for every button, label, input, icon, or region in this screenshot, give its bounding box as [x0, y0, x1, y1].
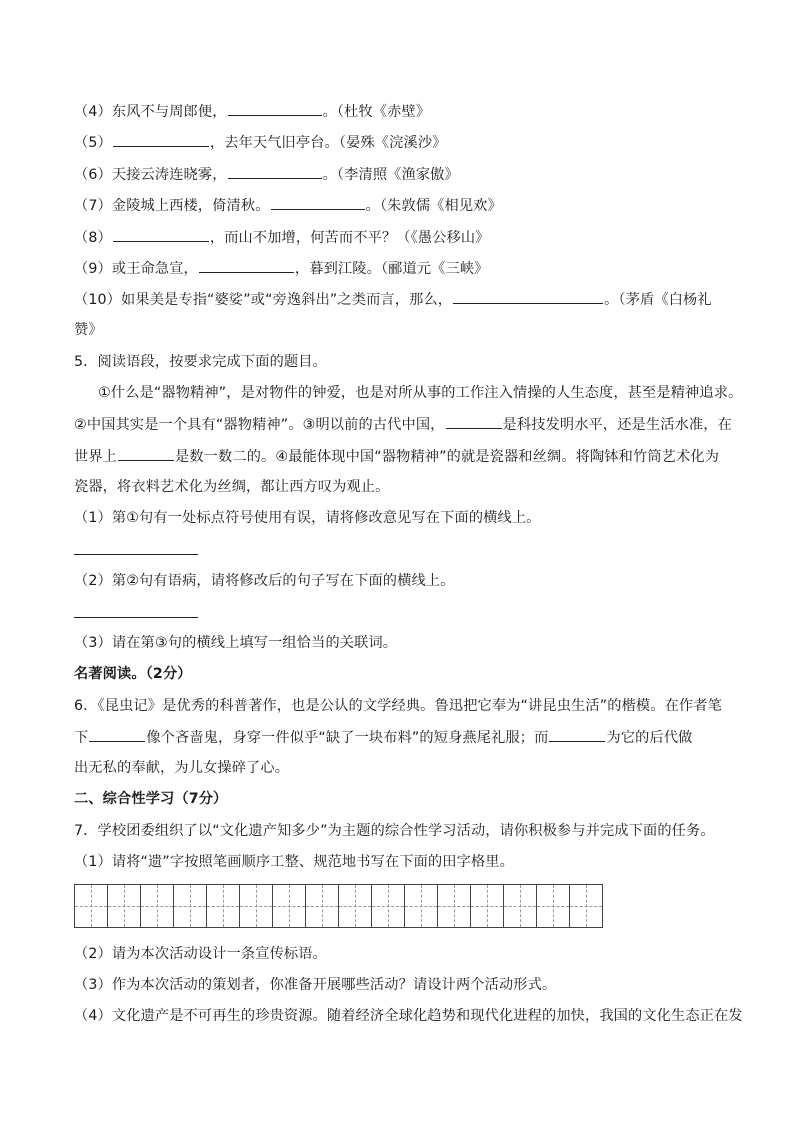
grid-cell[interactable]	[338, 884, 372, 928]
grid-cell[interactable]	[371, 884, 405, 928]
question-4-8	[74, 227, 734, 248]
question-6: 6．《昆虫记》是优秀的科普著作，也是公认的文学经典。鲁迅把它奉为“讲昆虫生活”的楷模。在作者笔	[74, 698, 722, 714]
question-4-10-cont	[74, 320, 734, 340]
text: ，去年天气旧亭台。（晏殊《浣溪沙》	[209, 135, 447, 151]
grid-cell[interactable]	[107, 884, 141, 928]
question-7-2: （2）请为本次活动设计一条宣传标语。	[74, 946, 327, 962]
answer-blank[interactable]	[113, 132, 209, 147]
answer-blank[interactable]	[446, 414, 502, 429]
grid-cell[interactable]	[536, 884, 570, 928]
answer-blank[interactable]	[113, 227, 209, 242]
question-4-5	[74, 132, 734, 153]
question-7-4: （4）文化遗产是不可再生的珍贵资源。随着经济全球化趋势和现代化进程的加快，我国的文化生态正在发	[74, 1008, 743, 1024]
grid-cell[interactable]	[239, 884, 273, 928]
grid-cell[interactable]	[503, 884, 537, 928]
question-6-line2	[74, 727, 734, 748]
text: （8）	[74, 230, 112, 246]
answer-blank[interactable]	[228, 164, 322, 179]
grid-cell[interactable]	[272, 884, 306, 928]
grid-cell[interactable]	[305, 884, 339, 928]
question-4-10	[74, 289, 734, 310]
answer-blank[interactable]	[228, 101, 322, 116]
question-6-line3: 出无私的奉献，为儿女操碎了心。	[74, 760, 290, 776]
passage-line: 瓷器，将衣料艺术化为丝绸，都让西方叹为观止。	[74, 479, 390, 495]
passage-line	[74, 414, 734, 435]
question-4-6	[74, 164, 734, 185]
text: （9）或王命急宣，	[74, 261, 198, 277]
grid-cell[interactable]	[140, 884, 174, 928]
passage-line: ①什么是“器物精神”，是对物件的钟爱，也是对所从事的工作注入情操的人生态度，甚至是精神追求。	[98, 385, 743, 401]
answer-line[interactable]	[74, 554, 198, 555]
text: ②中国其实是一个具有“器物精神”。③明以前的古代中国，	[74, 417, 445, 433]
question-5-2: （2）第②句有语病，请将修改后的句子写在下面的横线上。	[74, 573, 455, 589]
text: （4）东风不与周郎便，	[74, 104, 227, 120]
grid-cell[interactable]	[206, 884, 240, 928]
text: 。（杜牧《赤壁》	[322, 104, 431, 120]
question-5-3: （3）请在第③句的横线上填写一组恰当的关联词。	[74, 635, 398, 651]
question-7-1: （1）请将“遗”字按照笔画顺序工整、规范地书写在下面的田字格里。	[74, 854, 514, 870]
answer-blank[interactable]	[549, 727, 605, 742]
question-5-title: 5．阅读语段，按要求完成下面的题目。	[74, 354, 327, 370]
question-4-4	[74, 101, 734, 122]
text: ，而山不加增，何苦而不平？（《愚公移山》	[209, 230, 490, 246]
grid-cell[interactable]	[470, 884, 504, 928]
text: （10）如果美是专指“婆娑”或“旁逸斜出”之类而言，那么，	[74, 292, 453, 308]
tianzige-grid[interactable]	[74, 884, 602, 928]
answer-blank[interactable]	[199, 258, 294, 273]
text: 。（朱敦儒《相见欢》	[365, 198, 502, 214]
question-4-7	[74, 195, 734, 216]
answer-blank[interactable]	[89, 727, 145, 742]
text: ，暮到江陵。（郦道元《三峡》	[294, 261, 489, 277]
grid-cell[interactable]	[569, 884, 603, 928]
answer-blank[interactable]	[118, 446, 174, 461]
text: 下	[74, 730, 89, 746]
question-7: 7．学校团委组织了以“文化遗产知多少”为主题的综合性学习活动，请你积极参与并完成下面的任务。	[74, 823, 715, 839]
answer-blank[interactable]	[271, 195, 365, 210]
grid-cell[interactable]	[74, 884, 108, 928]
text: 世界上	[74, 449, 118, 465]
text: （5）	[74, 135, 112, 151]
passage-line	[74, 446, 734, 467]
text: 是科技发明水平，还是生活水准，在	[502, 417, 732, 433]
text: 为它的后代做	[606, 730, 693, 746]
text: 赞》	[74, 322, 103, 338]
text: （7）金陵城上西楼，倚清秋。	[74, 198, 270, 214]
question-5-1: （1）第①句有一处标点符号使用有误，请将修改意见写在下面的横线上。	[74, 510, 541, 526]
answer-blank[interactable]	[453, 289, 603, 304]
question-7-3: （3）作为本次活动的策划者，你准备开展哪些活动？请设计两个活动形式。	[74, 977, 557, 993]
text: 像个吝啬鬼，身穿一件似乎“缺了一块布料”的短身燕尾礼服；而	[146, 730, 549, 746]
section-heading: 名著阅读。（2分）	[74, 666, 192, 682]
grid-cell[interactable]	[437, 884, 471, 928]
question-4-9	[74, 258, 734, 279]
answer-line[interactable]	[74, 617, 198, 618]
section-heading: 二、综合性学习（7分）	[74, 791, 228, 807]
grid-cell[interactable]	[173, 884, 207, 928]
text: （6）天接云涛连晓雾，	[74, 167, 227, 183]
grid-cell[interactable]	[404, 884, 438, 928]
text: 。（茅盾《白杨礼	[604, 292, 712, 308]
text: 。（李清照《渔家傲》	[322, 167, 459, 183]
text: 是数一数二的。④最能体现中国“器物精神”的就是瓷器和丝绸。将陶钵和竹筒艺术化为	[175, 449, 720, 465]
